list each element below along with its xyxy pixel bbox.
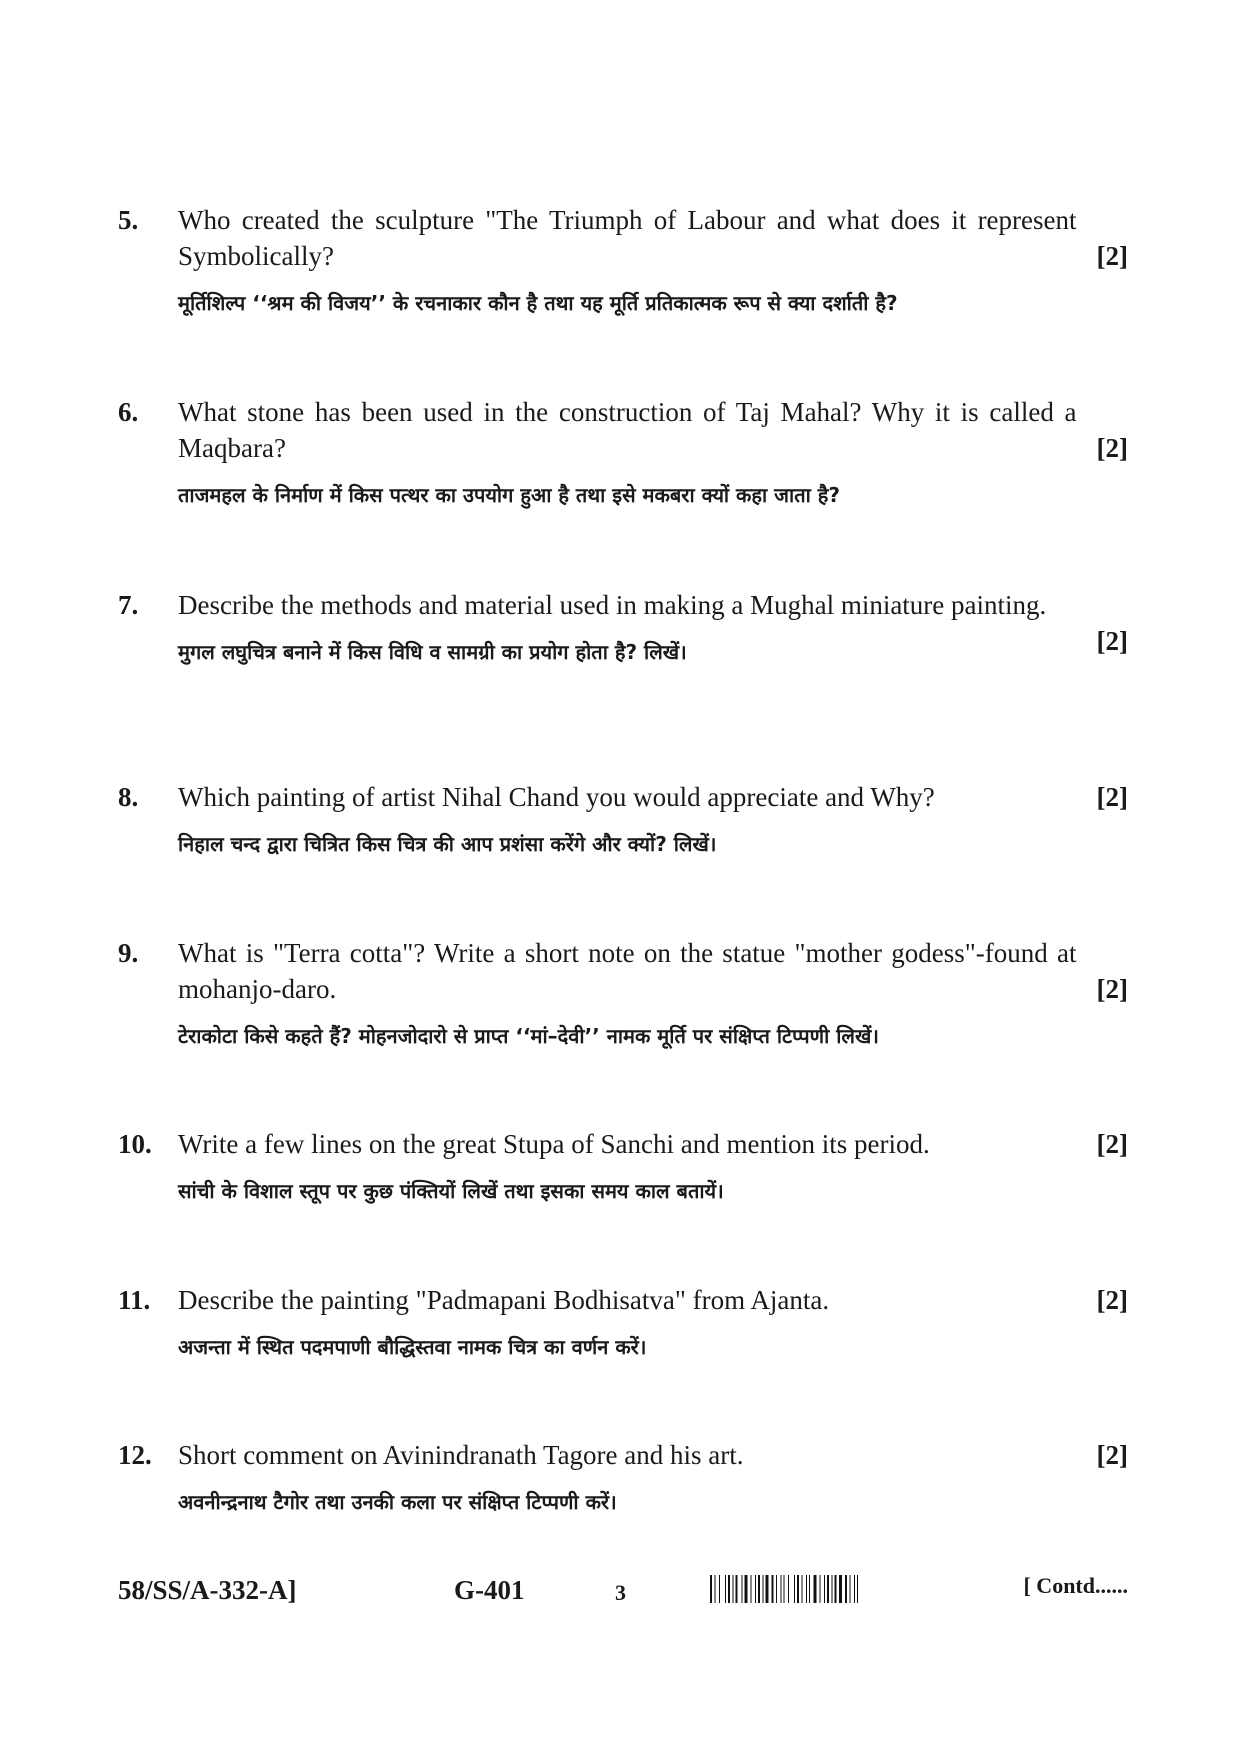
question-text: What is "Terra cotta"? Write a short note on the statue "mother godess"-found at mohanjo-daro. (178, 938, 1077, 1004)
question-marks: [2] (1096, 433, 1128, 463)
question-hindi-text: ताजमहल के निर्माण में किस पत्थर का उपयोग हुआ है तथा इसे मकबरा क्यों कहा जाता है? (178, 483, 840, 507)
question-7 (118, 587, 1128, 667)
question-text: Write a few lines on the great Stupa of Sanchi and mention its period. (178, 1129, 930, 1159)
question-11 (118, 1282, 1128, 1362)
question-9 (118, 935, 1128, 1051)
question-number: 5. (118, 205, 139, 235)
question-hindi-text: सांची के विशाल स्तूप पर कुछ पंक्तियों लिखें तथा इसका समय काल बतायें। (178, 1179, 724, 1203)
question-number: 9. (118, 938, 139, 968)
question-text-block (178, 1437, 1128, 1473)
question-number: 6. (118, 397, 139, 427)
question-marks: [2] (1096, 241, 1128, 271)
question-text-block (178, 1282, 1128, 1318)
paper-code: 58/SS/A-332-A] (118, 1575, 297, 1605)
question-hindi-text: मुगल लघुचित्र बनाने में किस विधि व सामग्री का प्रयोग होता है? लिखें। (178, 640, 687, 664)
page-footer (118, 1575, 1128, 1615)
question-text-block (178, 1126, 1128, 1162)
question-5 (118, 202, 1128, 318)
question-number: 10. (118, 1129, 152, 1159)
question-text: Who created the sculpture "The Triumph of Labour and what does it represent Symbolically? (178, 205, 1077, 271)
page-number: 3 (615, 1580, 626, 1605)
question-hindi-text: मूर्तिशिल्प ‘‘श्रम की विजय’’ के रचनाकार कौन है तथा यह मूर्ति प्रतिकात्मक रूप से क्या दर्शाती है? (178, 291, 898, 315)
question-number: 11. (118, 1285, 151, 1315)
question-hindi-text: अवनीन्द्रनाथ टैगोर तथा उनकी कला पर संक्षिप्त टिप्पणी करें। (178, 1490, 617, 1514)
question-10 (118, 1126, 1128, 1206)
question-text-block (178, 394, 1128, 466)
question-text: Short comment on Avinindranath Tagore and his art. (178, 1440, 744, 1470)
question-marks: [2] (1096, 974, 1128, 1004)
question-text: What stone has been used in the construction of Taj Mahal? Why it is called a Maqbara? (178, 397, 1077, 463)
question-number: 12. (118, 1440, 152, 1470)
question-12 (118, 1437, 1128, 1517)
continued-label: [ Contd...... (1023, 1573, 1128, 1598)
paper-series: G-401 (454, 1575, 525, 1605)
question-text-block (178, 779, 1128, 815)
question-hindi-text: अजन्ता में स्थित पदमपाणी बौद्धिस्तवा नामक चित्र का वर्णन करें। (178, 1335, 647, 1359)
question-marks: [2] (1096, 1440, 1128, 1470)
question-marks: [2] (1096, 782, 1128, 812)
question-number: 8. (118, 782, 139, 812)
question-text-block (178, 935, 1128, 1007)
question-hindi-text: टेराकोटा किसे कहते हैं? मोहनजोदारो से प्राप्त ‘‘मां–देवी’’ नामक मूर्ति पर संक्षिप्त टिप्पणी लिखें। (178, 1024, 879, 1048)
question-8 (118, 779, 1128, 859)
question-marks: [2] (1096, 1285, 1128, 1315)
question-number: 7. (118, 590, 139, 620)
barcode-icon (710, 1575, 916, 1603)
question-text-block (178, 202, 1128, 274)
question-text: Describe the methods and material used in making a Mughal miniature painting. (178, 590, 1047, 620)
question-text: Which painting of artist Nihal Chand you would appreciate and Why? (178, 782, 935, 812)
question-marks: [2] (1096, 626, 1128, 656)
question-6 (118, 394, 1128, 510)
question-marks: [2] (1096, 1129, 1128, 1159)
question-text: Describe the painting "Padmapani Bodhisatva" from Ajanta. (178, 1285, 830, 1315)
question-hindi-text: निहाल चन्द द्वारा चित्रित किस चित्र की आप प्रशंसा करेंगे और क्यों? लिखें। (178, 832, 717, 856)
